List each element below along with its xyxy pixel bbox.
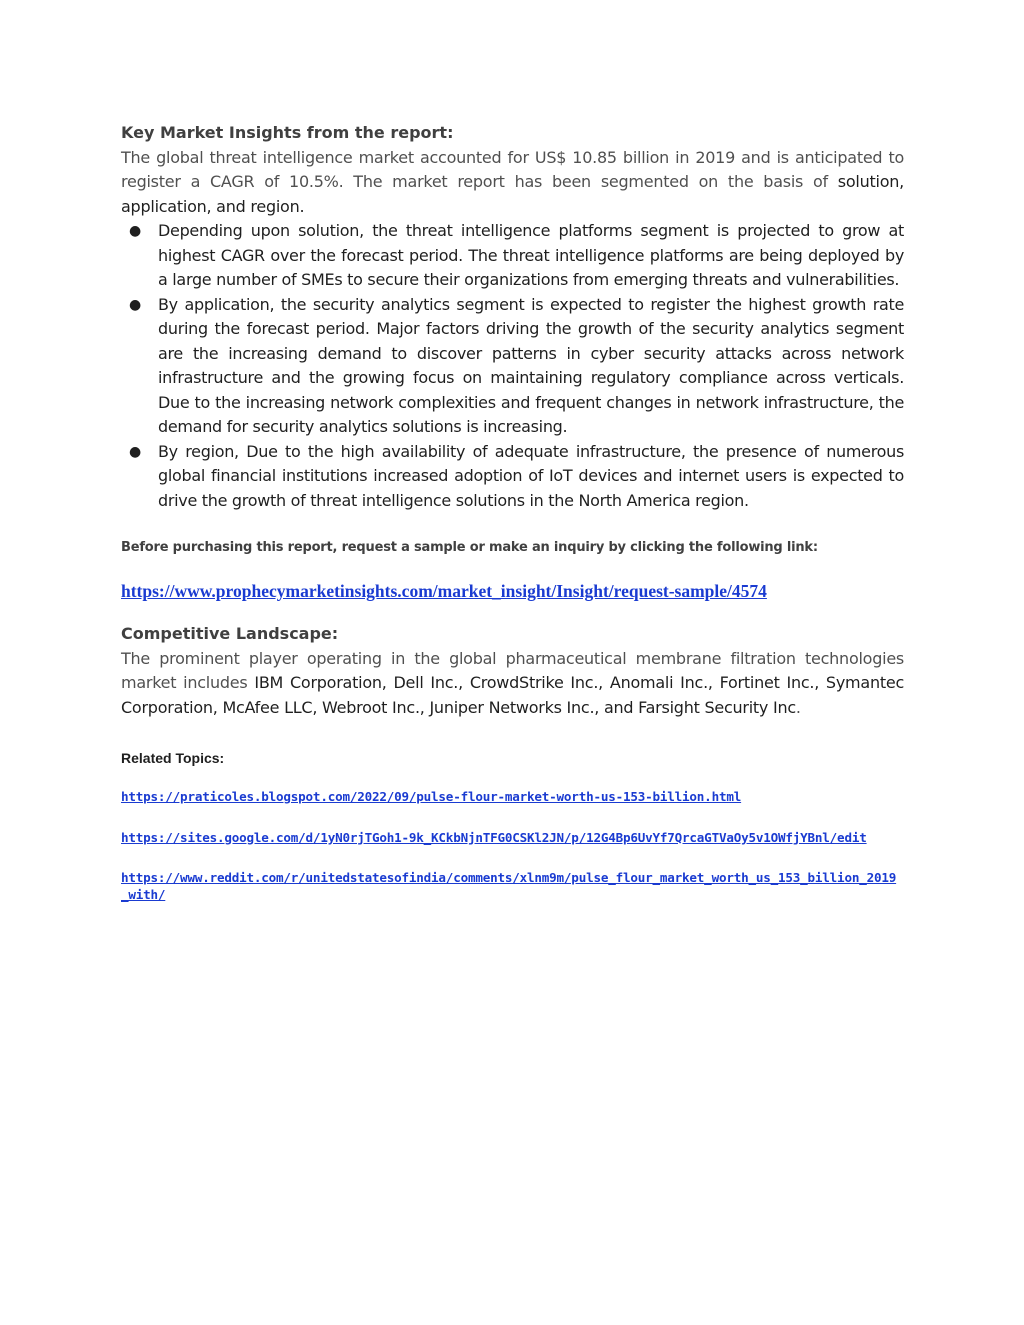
- bullet-icon: ●: [129, 296, 141, 313]
- intro-segments-text: solution, application, and region.: [121, 172, 904, 216]
- related-link[interactable]: https://praticoles.blogspot.com/2022/09/pulse-flour-market-worth-us-153-billion.html: [121, 789, 742, 804]
- bullet-text: Depending upon solution, the threat intelligence platforms segment is projected to grow at highest CAGR over the forecast period. The threat intelligence platforms are being deployed by a large number of SMEs to secure their organizations from emerging threats and vulnerabilities.: [158, 221, 904, 289]
- bullet-text: By application, the security analytics segment is expected to register the highest growth rate during the forecast period. Major factors driving the growth of the security analytics segment are the increasing demand to discover patterns in cyber security attacks across network infrastructure and the growing focus on maintaining regulatory compliance across verticals. Due to the increasing network complexities and frequent changes in network infrastructure, the demand for security analytics solutions is increasing.: [158, 294, 904, 436]
- bullet-icon: ●: [129, 443, 141, 460]
- competitive-intro: The prominent player operating in the global pharmaceutical membrane filtration technologies market includes: [121, 648, 904, 692]
- intro-text: The global threat intelligence market accounted for US$ 10.85 billion in 2019 and is anticipated to register a CAGR of 10.5%. The market report has been segmented on the basis of: [121, 147, 904, 191]
- bullet-icon: ●: [129, 223, 141, 239]
- sample-request-link[interactable]: https://www.prophecymarketinsights.com/market_insight/Insight/request-sample/4574: [121, 581, 767, 601]
- related-link[interactable]: https://sites.google.com/d/1yN0rjTGoh1-9k_KCkbNjnTFG0CSKl2JN/p/12G4Bp6UvYf7QrcaGTVaOy5v1OWfjYBnl/edit: [121, 829, 867, 845]
- sample-request-prompt: Before purchasing this report, request a sample or make an inquiry by clicking the following link:: [121, 540, 818, 555]
- related-link[interactable]: https://www.reddit.com/r/unitedstatesofindia/comments/xlnm9m/pulse_flour_market_worth_us_153_billion_2019_with/: [121, 870, 897, 902]
- company-list: IBM Corporation, Dell Inc., CrowdStrike Inc., Anomali Inc., Fortinet Inc., Symantec Corporation, McAfee LLC, Webroot Inc., Juniper Networks Inc., and Farsight Security Inc: [121, 673, 905, 717]
- insights-bullet-list: [121, 219, 904, 513]
- list-item: [121, 293, 904, 440]
- competitive-end: .: [795, 697, 801, 717]
- bullet-text: By region, Due to the high availability of adequate infrastructure, the presence of numerous global financial institutions increased adoption of IoT devices and internet users is expected to drive the growth of threat intelligence solutions in the North America region.: [158, 441, 904, 510]
- document-page: [121, 121, 904, 903]
- related-topics-heading: Related Topics:: [121, 750, 225, 766]
- list-item: [121, 440, 904, 514]
- competitive-landscape-heading: Competitive Landscape:: [121, 624, 339, 643]
- key-insights-intro: [121, 146, 904, 220]
- key-insights-heading: Key Market Insights from the report:: [121, 123, 454, 142]
- sample-link-row: [121, 581, 904, 602]
- list-item: [121, 219, 904, 293]
- competitive-landscape-text: [121, 647, 904, 721]
